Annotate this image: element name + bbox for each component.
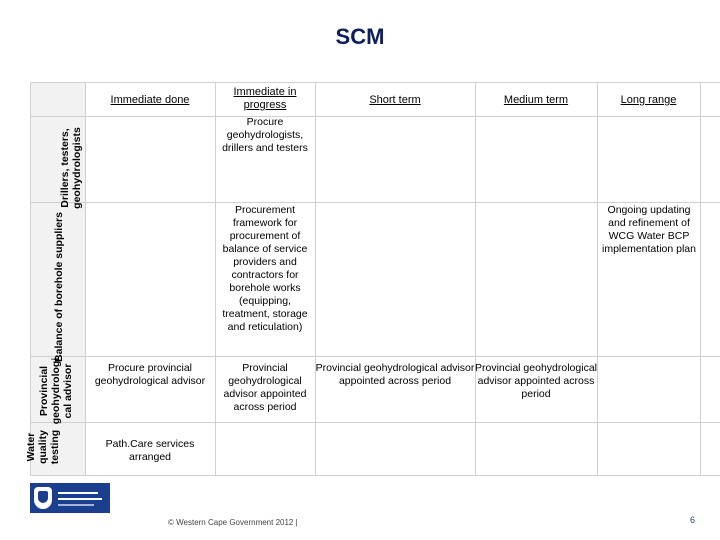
grid-line xyxy=(700,82,701,476)
cell-procure-geohydrologists: Procure geohydrologists, drillers and testers xyxy=(222,116,308,154)
grid-line xyxy=(30,116,720,117)
footer-copyright: © Western Cape Government 2012 | xyxy=(168,518,298,527)
cell-procure-provincial-advisor: Procure provincial geohydrological advisor xyxy=(94,362,206,387)
western-cape-government-logo xyxy=(30,483,110,513)
grid-line xyxy=(30,82,31,476)
grid-line xyxy=(315,82,316,476)
cell-provincial-advisor-short-term: Provincial geohydrological advisor appointed across period xyxy=(315,362,475,387)
cell-pathcare-services: Path.Care services arranged xyxy=(105,438,195,463)
row-label-water-quality-testing: Water quality testing xyxy=(25,429,61,465)
grid-line xyxy=(30,202,720,203)
grid-line xyxy=(215,82,216,476)
cell-provincial-advisor-medium-term: Provincial geohydrological advisor appointed across period xyxy=(475,362,597,400)
cell-procurement-framework: Procurement framework for procurement of balance of service providers and contractors for borehole works (equipping, treatment, storage and reticulation) xyxy=(222,204,308,333)
column-header-short-term: Short term xyxy=(369,94,421,106)
grid-line xyxy=(475,82,476,476)
grid-line xyxy=(30,422,720,423)
page-number: 6 xyxy=(690,515,696,525)
column-header-immediate-done: Immediate done xyxy=(110,94,190,106)
column-header-medium-term: Medium term xyxy=(503,94,569,106)
row-label-balance-of-borehole-suppliers: Balance of borehole suppliers xyxy=(53,212,65,362)
cell-provincial-advisor-in-progress: Provincial geohydrological advisor appointed across period xyxy=(223,362,307,413)
column-header-immediate-in-progress: Immediate in progress xyxy=(233,86,297,111)
row-label-drillers: Drillers, testers, geohydrologists xyxy=(59,127,83,209)
grid-line xyxy=(30,356,720,357)
scm-table xyxy=(25,82,720,476)
slide-title: SCM xyxy=(335,24,385,49)
grid-line xyxy=(30,82,720,83)
cell-ongoing-updating: Ongoing updating and refinement of WCG Water BCP implementation plan xyxy=(602,204,696,255)
crest-icon xyxy=(34,487,52,509)
grid-line xyxy=(30,475,720,476)
column-header-long-range: Long range xyxy=(620,94,677,106)
row-label-provincial-geohydrological-advisor: Provincial geohydrologi cal advisor xyxy=(38,357,74,425)
grid-line xyxy=(597,82,598,476)
